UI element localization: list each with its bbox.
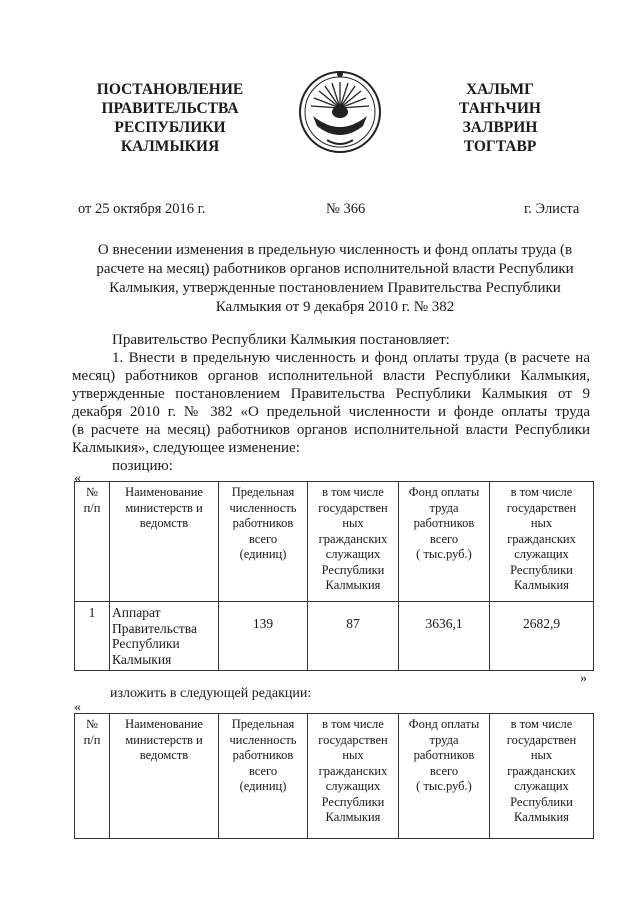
header-text: Фонд оплаты — [408, 717, 480, 731]
title-line: расчете на месяц) работников органов исполнительной власти Республики — [96, 261, 574, 277]
header-text: № — [86, 485, 98, 499]
header-text: ных — [342, 748, 364, 762]
header-text: работников — [232, 748, 294, 762]
header-text: Республики — [510, 794, 573, 809]
row-name-cell — [110, 602, 219, 671]
header-right-line: ТАҤҺЧИН — [459, 100, 541, 117]
document-city: г. Элиста — [524, 201, 580, 217]
header-cell — [75, 482, 110, 602]
item-1-line: (в расчете на месяц) работников органов исполнительной власти Республики — [72, 422, 590, 438]
header-text: в том числе — [322, 717, 384, 731]
header-cell — [490, 482, 594, 602]
header-text: Наименование — [125, 717, 203, 731]
header-cell — [399, 714, 490, 839]
item-1-paragraph — [72, 349, 590, 457]
header-text: труда — [429, 500, 459, 515]
row-name-text: Правительства — [112, 620, 197, 636]
header-text: (единиц) — [239, 547, 287, 561]
header-text: государствен — [506, 732, 577, 747]
document-date: от 25 октября 2016 г. — [78, 201, 206, 217]
header-right-line: ХАЛЬМГ — [465, 81, 535, 98]
row-civil-cell: 87 — [308, 602, 399, 671]
header-text: Наименование — [125, 485, 203, 499]
row-name-text: Калмыкия — [112, 651, 172, 667]
header-text: ных — [530, 516, 553, 530]
title-line: О внесении изменения в предельную численность и фонд оплаты труда (в — [97, 242, 573, 258]
close-quote: » — [580, 671, 587, 686]
title-line: Калмыкия, утвержденные постановлением Правительства Республики — [109, 280, 561, 296]
row-fund-cell: 3636,1 — [399, 602, 490, 671]
header-left-line: РЕСПУБЛИКИ — [114, 119, 226, 136]
header-right-line: ЗАЛВРИН — [462, 119, 538, 136]
header-text: Калмыкия — [514, 810, 569, 824]
header-text: в том числе — [510, 485, 573, 499]
row-name-text: Республики — [112, 636, 180, 651]
header-text: Предельная — [231, 717, 295, 731]
position-label: позицию: — [112, 458, 173, 474]
document-number: № 366 — [326, 201, 366, 217]
header-text: ных — [530, 748, 553, 762]
header-text: гражданских — [507, 531, 576, 546]
row-staff-cell: 139 — [219, 602, 308, 671]
header-left-line: ПРАВИТЕЛЬСТВА — [101, 100, 239, 117]
header-cell — [490, 714, 594, 839]
header-text: работников — [413, 516, 475, 530]
header-cell — [308, 714, 399, 839]
header-text: гражданских — [318, 763, 388, 778]
header-text: работников — [413, 748, 475, 762]
header-text: работников — [232, 516, 294, 530]
header-left — [80, 80, 260, 156]
item-1-line: Калмыкия», следующее изменение: — [72, 440, 300, 456]
header-text: гражданских — [318, 531, 388, 546]
header-text: служащих — [514, 779, 569, 793]
header-text: министерств и — [125, 732, 203, 747]
header-text: Республики — [510, 562, 573, 577]
header-text: служащих — [325, 779, 381, 793]
header-cell — [110, 482, 219, 602]
open-quote-2: « — [74, 700, 81, 715]
document-title — [70, 241, 600, 317]
header-text: служащих — [514, 547, 569, 561]
header-text: ( тыс.руб.) — [416, 779, 472, 793]
header-text: Калмыкия — [325, 578, 381, 592]
header-text: государствен — [318, 500, 388, 515]
header-text: п/п — [83, 500, 101, 515]
header-text: Калмыкия — [325, 810, 381, 824]
header-text: всего — [429, 763, 459, 778]
header-cell — [75, 714, 110, 839]
header-right — [430, 80, 570, 156]
item-1-line: 1. Внести в предельную численность и фонд оплаты труда (в расчете на — [112, 350, 590, 366]
table-header-row — [75, 482, 594, 602]
header-text: численность — [229, 732, 297, 747]
header-cell — [399, 482, 490, 602]
header-text: министерств и — [125, 500, 203, 515]
table-row — [75, 602, 594, 671]
header-cell — [219, 482, 308, 602]
header-left-line: КАЛМЫКИЯ — [120, 138, 220, 155]
header-text: всего — [248, 763, 278, 778]
header-text: ведомств — [139, 748, 189, 762]
header-text: служащих — [325, 547, 381, 561]
header-left-line: ПОСТАНОВЛЕНИЕ — [96, 81, 244, 98]
header-text: п/п — [83, 732, 101, 747]
header-text: Республики — [321, 794, 385, 809]
header-text: ( тыс.руб.) — [416, 547, 472, 561]
header-text: численность — [229, 500, 297, 515]
header-text: (единиц) — [239, 779, 287, 793]
row-name-text: Аппарат — [112, 605, 161, 620]
header-text: ведомств — [139, 516, 189, 530]
header-text: государствен — [318, 732, 388, 747]
replace-label: изложить в следующей редакции: — [110, 686, 312, 701]
header-text: № — [86, 717, 98, 731]
open-quote-1: « — [74, 471, 81, 486]
header-text: в том числе — [510, 717, 573, 731]
header-right-line: ТОГТАВР — [463, 138, 537, 155]
header-text: всего — [429, 531, 459, 546]
table-header-row — [75, 714, 594, 839]
coat-of-arms-icon — [297, 68, 383, 160]
header-text: Республики — [321, 562, 385, 577]
title-line: Калмыкия от 9 декабря 2010 г. № 382 — [215, 299, 455, 315]
header-text: Предельная — [231, 485, 295, 499]
header-text: Калмыкия — [514, 578, 569, 592]
position-table-old — [74, 481, 594, 671]
header-text: ных — [342, 516, 364, 530]
item-1-line: утвержденные постановлением Правительства Республики Калмыкия от 9 — [72, 386, 590, 402]
header-text: гражданских — [507, 763, 576, 778]
header-cell — [219, 714, 308, 839]
header-text: труда — [429, 732, 459, 747]
header-cell — [110, 714, 219, 839]
header-text: Фонд оплаты — [408, 485, 480, 499]
row-number-cell: 1 — [75, 602, 110, 671]
item-1-line: декабря 2010 г. № 382 «О предельной численности и фонде оплаты труда — [72, 404, 590, 420]
header-text: в том числе — [322, 485, 384, 499]
position-table-new — [74, 713, 594, 839]
header-text: всего — [248, 531, 278, 546]
header-cell — [308, 482, 399, 602]
intro-text: Правительство Республики Калмыкия постановляет: — [112, 332, 450, 348]
item-1-line: месяц) работников органов исполнительной власти Республики Калмыкия, — [72, 368, 590, 384]
row-fund-civil-cell: 2682,9 — [490, 602, 594, 671]
header-text: государствен — [506, 500, 577, 515]
